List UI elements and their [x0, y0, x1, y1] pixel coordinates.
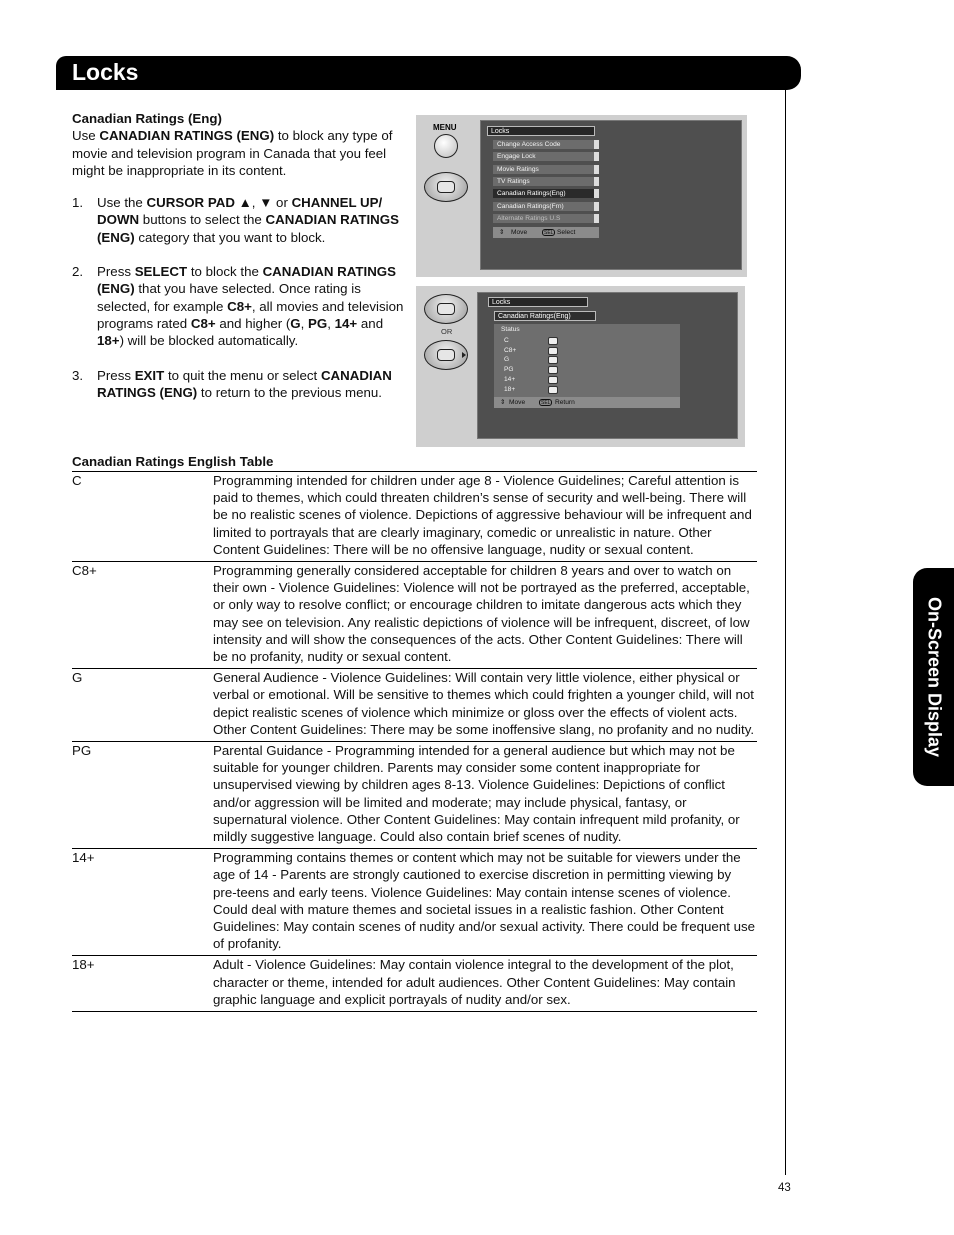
menu-item[interactable]: Canadian Ratings(Eng) — [493, 189, 599, 198]
rating-label: C8+ — [504, 346, 517, 354]
menu-subtitle-bar: Canadian Ratings(Eng) — [494, 311, 596, 321]
tv-screen — [480, 120, 742, 270]
section-tab — [913, 568, 954, 786]
menu-item[interactable]: TV Ratings — [493, 177, 599, 186]
menu-item[interactable]: Movie Ratings — [493, 165, 599, 174]
arrow-right-icon — [462, 352, 466, 358]
lock-icon[interactable] — [548, 376, 558, 384]
section-title: Canadian Ratings (Eng) — [72, 111, 222, 126]
menu-title-bar: Locks — [488, 297, 588, 307]
menu-footer: ⇕ Move SEL Select — [493, 227, 599, 238]
lock-icon[interactable] — [548, 337, 558, 345]
section-tab-label: On-Screen Display — [924, 596, 944, 758]
table-title: Canadian Ratings English Table — [72, 454, 274, 469]
table-row — [72, 472, 757, 562]
cursor-pad-icon — [424, 172, 468, 202]
rating-description: Programming intended for children under age 8 - Violence Guidelines; Careful attention is paid to themes, which could threaten children’s sense of security and well-being. There will be no realistic scenes of violence. Depictions of aggressive behaviour will be infrequent and limited to portrayals that are clearly imaginary, comedic or unrealistic in nature. Other Content Guidelines: There will be no offensive language, nudity or sexual content. — [213, 473, 752, 557]
lock-icon[interactable] — [548, 386, 558, 394]
rating-code: G — [72, 670, 83, 686]
ratings-table — [72, 471, 757, 1012]
rating-description: Programming contains themes or content which may not be suitable for viewers under the age of 14 - Parents are strongly cautioned to exercise discretion in permitting viewing by pre-teens and early teens. Violence Guidelines: May contain intense scenes of violence. Could deal with mature themes and societal issues in a realistic fashion. Other Content Guidelines: May contain scenes of nudity and/or sexual activity. There could be frequent use of profanity. — [213, 850, 756, 952]
menu-footer: ⇕ Move SEL Return — [494, 397, 680, 408]
intro-paragraph — [72, 110, 407, 179]
table-row — [72, 669, 757, 742]
step-item: 3. Press EXIT to quit the menu or select CANADIAN RATINGS (ENG) to return to the previous menu. — [72, 367, 392, 401]
rating-description: Parental Guidance - Programming intended for a general audience but which may not be suitable for younger children. Parents may consider some content inappropriate for unsupervised viewing by children ages 8-13. Violence Guidelines: Depictions of conflict and/or aggression will be limited and moderate; may include physical, fantasy, or supernatural violence. Other Content Guidelines: May contain infrequent mild profanity, or mildly suggestive language. Could also contain brief scenes of nudity. — [213, 743, 740, 845]
rating-description: General Audience - Violence Guidelines: Will contain very little violence, either physical or verbal or emotional. Will be sensitive to themes which could frighten a younger child, will not depict realistic scenes of violence which minimize or gloss over the effects of violent acts. Other Content Guidelines: There may be some inoffensive slang, no profanity and no nudity. — [213, 670, 755, 737]
select-button-icon — [424, 294, 468, 324]
ratings-screen-illustration — [416, 286, 745, 447]
rating-label: 18+ — [504, 385, 516, 393]
menu-title-bar: Locks — [487, 126, 595, 136]
table-row — [72, 562, 757, 669]
menu-screen-illustration — [416, 115, 747, 277]
table-row — [72, 956, 757, 1012]
step-item: 2. Press SELECT to block the CANADIAN RATINGS (ENG) that you have selected. Once rating is selected, for example C8+, all movies and television programs rated C8+ and higher (G, PG, 14+ and 18+) will be blocked automatically. — [72, 264, 404, 349]
table-row — [72, 742, 757, 849]
rating-description: Programming generally considered acceptable for children 8 years and over to watch on their own - Violence Guidelines: Violence will not be portrayed as the preferred, acceptable, or only way to resolve conflict; or encourage children to imitate dangerous acts which they may see on television. Any realistic depictions of violence will be infrequent, discreet, of low intensity and will show the consequences of the acts. Other Content Guidelines: There will be no profanity, nudity or sexual content. — [213, 563, 750, 665]
menu-item[interactable]: Engage Lock — [493, 152, 599, 161]
intro-text: Use CANADIAN RATINGS (ENG) to block any type of movie and television program in Canada that you feel might be inappropriate in its content. — [72, 128, 393, 178]
page-title: Locks — [72, 59, 139, 85]
rating-code: 14+ — [72, 850, 95, 866]
step-item: 1. Use the CURSOR PAD ▲, ▼ or CHANNEL UP/ DOWN buttons to select the CANADIAN RATINGS (ENG) category that you want to block. — [72, 195, 399, 245]
rating-description: Adult - Violence Guidelines: May contain violence integral to the development of the plot, character or theme, intended for adult audiences. Other Content Guidelines: May contain graphic language and explicit portrayals of nudity and/or sex. — [213, 957, 736, 1007]
status-heading: Status — [501, 326, 520, 333]
menu-item[interactable]: Canadian Ratings(Frn) — [493, 202, 599, 211]
lock-icon[interactable] — [548, 366, 558, 374]
rating-code: 18+ — [72, 957, 95, 973]
rating-code: C — [72, 473, 82, 488]
rating-label: G — [504, 356, 510, 364]
menu-item[interactable]: Alternate Ratings U.S — [493, 214, 599, 223]
rating-label: PG — [504, 366, 514, 374]
lock-icon[interactable] — [548, 356, 558, 364]
page-number: 43 — [778, 1182, 791, 1194]
menu-button-label: MENU — [433, 123, 457, 132]
step-number: 3. — [72, 367, 84, 383]
page-header — [56, 56, 801, 90]
steps-list — [72, 194, 412, 419]
step-number: 1. — [72, 195, 84, 210]
vertical-divider — [785, 90, 786, 1175]
rating-label: 14+ — [504, 375, 516, 383]
menu-item[interactable]: Change Access Code — [493, 140, 599, 149]
rating-code: C8+ — [72, 563, 97, 579]
tv-screen — [477, 292, 738, 439]
step-number: 2. — [72, 264, 84, 280]
rating-label: C — [504, 337, 509, 344]
rating-code: PG — [72, 743, 92, 759]
status-panel — [494, 324, 680, 397]
menu-button-icon — [434, 134, 458, 158]
lock-icon[interactable] — [548, 347, 558, 355]
or-label: OR — [441, 327, 453, 336]
table-row — [72, 849, 757, 956]
